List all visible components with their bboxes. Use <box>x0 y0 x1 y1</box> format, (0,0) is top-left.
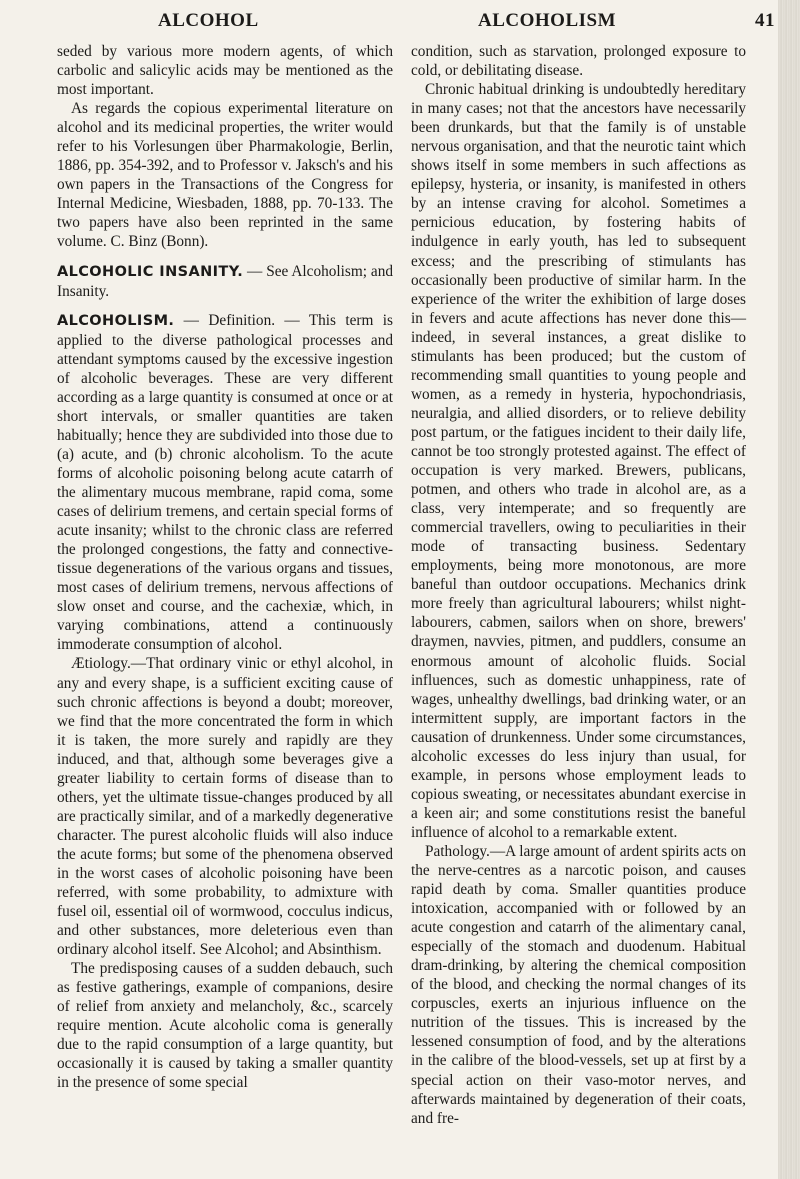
headword-alcoholism: ALCOHOLISM. <box>57 312 175 329</box>
header-left-word: ALCOHOL <box>158 10 259 31</box>
right-column <box>411 42 746 1128</box>
entry-insanity-body: — See Alcoholism; and Insanity. <box>57 262 393 300</box>
paragraph-predisposing-causes: The predisposing causes of a sudden debauch, such as festive gatherings, example of companions, desire of relief from anxiety and melancholy, &c., scarcely require mention. Acute alcoholic coma is generally due to the rapid consumption of a large quantity, but occasionally it is caused by taking a smaller quantity in the presence of some special <box>57 960 393 1092</box>
running-header <box>0 10 800 36</box>
headword-alcoholic-insanity: ALCOHOLIC INSANITY. <box>57 263 244 280</box>
paragraph-continuation-right: condition, such as starvation, prolonged exposure to cold, or debilitating disease. <box>411 43 746 80</box>
page-number: 41 <box>755 10 775 31</box>
page-edge-shadow <box>778 0 800 1179</box>
paragraph-hereditary: Chronic habitual drinking is undoubtedly hereditary in many cases; not that the ancestors have necessarily been drunkards, but that the family is of unstable nervous organisation, and that the neurotic taint which shows itself in some members in such affections as epilepsy, hysteria, or insanity, is manifested in others by an intense craving for alcohol. Sometimes a pernicious education, by fostering habits of indulgence in early youth, has led to subsequent excess; and the prescribing of stimulants has occasionally been productive of similar harm. In the experience of the writer the exhibition of large doses in fevers and acute affections has never done this—indeed, in several instances, a great dislike to stimulants has been produced; but the custom of recommending small quantities to young people and women, as a remedy in hysteria, hypochondriasis, neuralgia, and allied disorders, or to relieve debility post partum, or the fatigues incident to their daily life, cannot be too strongly protested against. The effect of occupation is very marked. Brewers, publicans, potmen, and others who trade in alcohol are, as a class, very intemperate; and so frequently are commercial travellers, owing to peculiarities in their mode of transacting business. Sedentary employments, being more monotonous, are more baneful than outdoor occupations. Mechanics drink more freely than agricultural labourers; whilst night-labourers, cabmen, sailors when on shore, brewers' draymen, navvies, pitmen, and puddlers, consume an enormous amount of alcoholic fluids. Social influences, such as domestic unhappiness, rate of wages, unhealthy dwellings, bad drinking water, or an intermittent supply, are important factors in the causation of drunkenness. Under some circumstances, alcoholic excesses do less injury than usual, for example, in persons whose employment leads to copious sweating, or necessitates abundant exercise in a keen air; and some constitutions resist the baneful influence of alcohol to a remarkable extent. <box>411 81 746 841</box>
entry-alcoholic-insanity <box>57 262 393 301</box>
paragraph-pathology: Pathology.—A large amount of ardent spirits acts on the nerve-centres as a narcotic poison, and causes rapid death by coma. Smaller quantities produce intoxication, accompanied with or followed by an acute congestion and catarrh of the alimentary canal, especially of the stomach and duodenum. Habitual dram-drinking, by altering the chemical composition of the blood, and checking the normal changes of its corpuscles, exerts an injurious influence on the nutrition of the tissues. This is increased by the lessened consumption of food, and by the alterations in the calibre of the blood-vessels, set up at first by a special action on their vaso-motor nerves, and afterwards maintained by degeneration of their coats, and fre- <box>411 842 746 1127</box>
paragraph-aetiology: Ætiology.—That ordinary vinic or ethyl alcohol, in any and every shape, is a sufficient exciting cause of such chronic affections is beyond a doubt; moreover, we find that the more concentrated the form in which it is taken, the more surely and rapidly are they induced, and that, although some beverages give a greater liability to certain forms of disease than to others, yet the ultimate tissue-changes produced by all are practically similar, and of a markedly degenerative character. The purest alcoholic fluids will also induce the acute forms; but some of the phenomena observed in the worst cases of alcoholic poisoning have been referred, with some probability, to admixture with fusel oil, essential oil of wormwood, cocculus indicus, and other substances, more deleterious even than ordinary alcohol itself. See Alcohol; and Absinthism. <box>57 655 393 959</box>
paragraph-literature: As regards the copious experimental literature on alcohol and its medicinal properties, the writer would refer to his Vorlesungen über Pharmakologie, Berlin, 1886, pp. 354-392, and to Professor v. Jaksch's and his own papers in the Transactions of the Congress for Internal Medicine, Wiesbaden, 1888, pp. 70-133. The two papers have also been reprinted in the same volume. C. Binz (Bonn). <box>57 100 393 251</box>
header-center-word: ALCOHOLISM <box>478 10 617 31</box>
left-column <box>57 42 393 1093</box>
entry-alcoholism-definition: — Definition. — This term is applied to the diverse pathological processes and attendant symptoms caused by the excessive ingestion of alcoholic beverages. These are very different according as a large quantity is consumed at once or at short intervals, or smaller quantities are taken habitually; hence they are subdivided into those due to (a) acute, and (b) chronic alcoholism. To the acute forms of alcoholic poisoning belong acute catarrh of the alimentary mucous membrane, rapid coma, some cases of delirium tremens, and certain special forms of acute insanity; whilst to the chronic class are referred the prolonged congestions, the fatty and connective-tissue degenerations of the various organs and tissues, most cases of delirium tremens, nervous affections of slow onset and course, and the cachexiæ, which, in varying combinations, attend a continuously immoderate consumption of alcohol. <box>57 311 393 654</box>
entry-alcoholism <box>57 311 393 655</box>
paragraph-continuation: seded by various more modern agents, of which carbolic and salicylic acids may be mentioned as the most important. <box>57 43 393 99</box>
